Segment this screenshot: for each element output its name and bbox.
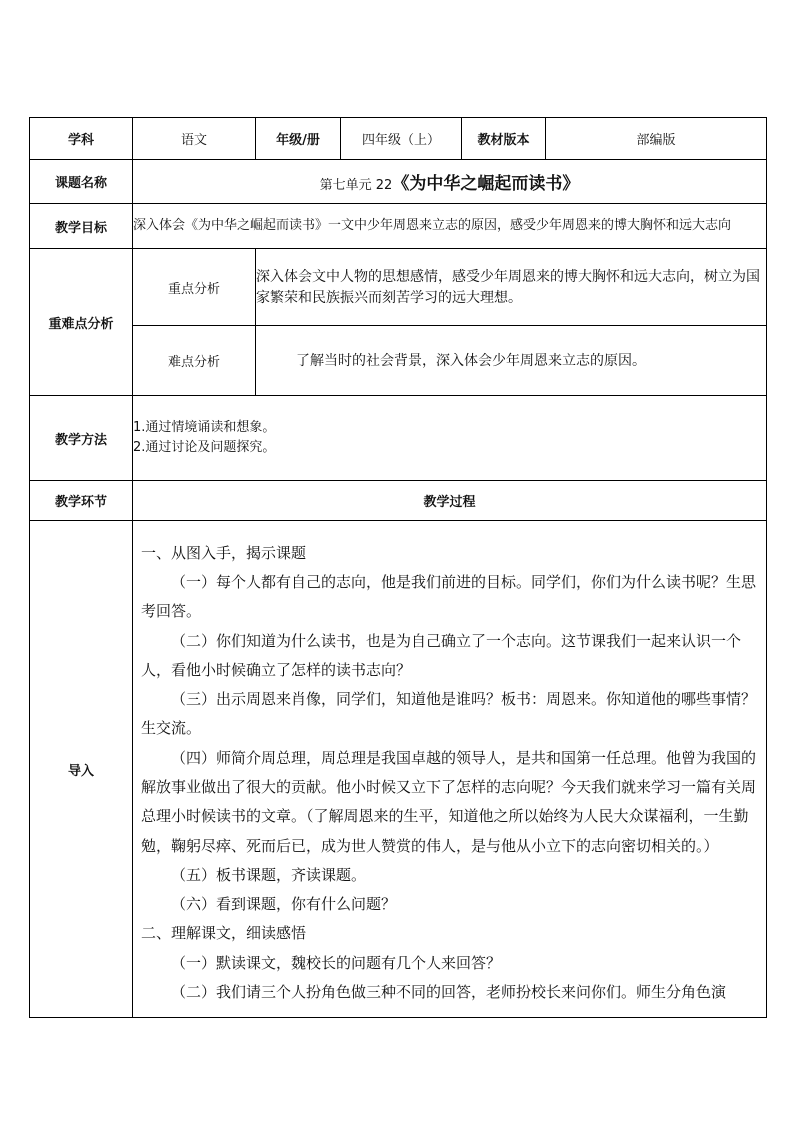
key-analysis-row [30,249,767,326]
analysis-label: 重难点分析 [30,249,133,396]
process-paragraph: （二）你们知道为什么读书，也是为自己确立了一个志向。这节课我们一起来认识一个人，看他小时候确立了怎样的读书志向？ [141,631,742,679]
process-paragraph: （六）看到课题，你有什么问题？ [171,895,397,914]
difficult-analysis-row [30,326,767,396]
subject-value: 语文 [133,118,256,160]
header-row [30,118,767,160]
lesson-name-prefix: 第七单元 22 [319,178,393,193]
process-paragraph: 一、从图入手，揭示课题 [141,543,307,562]
process-paragraph: （三）出示周恩来肖像，同学们，知道他是谁吗？板书：周恩来。你知道他的哪些事情？生交流。 [141,690,757,738]
lesson-name-row [30,160,767,204]
subject-label: 学科 [30,118,133,160]
method-line-1: 1.通过情境诵读和想象。 [133,420,276,435]
intro-process-cell [133,521,767,1018]
method-text [133,396,767,481]
lesson-name-label: 课题名称 [30,160,133,204]
process-header: 教学过程 [133,481,767,521]
difficult-analysis-label: 难点分析 [133,326,256,396]
difficult-analysis-text: 了解当时的社会背景，深入体会少年周恩来立志的原因。 [256,326,767,396]
process-paragraph: （一）每个人都有自己的志向，他是我们前进的目标。同学们，你们为什么读书呢？生思考回答。 [141,572,757,621]
process-paragraph: （一）默读课文，魏校长的问题有几个人来回答？ [171,953,502,972]
key-analysis-label: 重点分析 [133,249,256,326]
intro-process-text [133,531,766,1008]
intro-stage-label: 导入 [30,521,133,1018]
stage-header: 教学环节 [30,481,133,521]
goal-text: 深入体会《为中华之崛起而读书》一文中少年周恩来立志的原因，感受少年周恩来的博大胸怀和远大志向 [133,204,767,249]
goal-row [30,204,767,249]
process-paragraph: 二、理解课文，细读感悟 [141,924,307,943]
edition-label: 教材版本 [462,118,546,160]
lesson-title: 《为中华之崛起而读书》 [392,174,580,194]
method-row [30,396,767,481]
key-analysis-text: 深入体会文中人物的思想感情，感受少年周恩来的博大胸怀和远大志向，树立为国家繁荣和民族振兴而刻苦学习的远大理想。 [256,249,767,326]
process-paragraph: （四）师简介周总理，周总理是我国卓越的领导人，是共和国第一任总理。他曾为我国的解放事业做出了很大的贡献。他小时候又立下了怎样的志向呢？今天我们就来学习一篇有关周总理小时候读书的文章。（了解周恩来的生平，知道他之所以始终为人民大众谋福利，一生勤勉，鞠躬尽瘁、死而后已，成为世人赞赏的伟人，是与他从小立下的志向密切相关的。） [141,748,757,855]
intro-row [30,521,767,1018]
lesson-plan-table [29,117,767,1018]
process-paragraph: （五）板书课题，齐读课题。 [171,865,367,884]
lesson-name-cell [133,160,767,204]
process-header-row [30,481,767,521]
edition-value: 部编版 [546,118,767,160]
method-label: 教学方法 [30,396,133,481]
grade-value: 四年级（上） [341,118,462,160]
goal-label: 教学目标 [30,204,133,249]
process-paragraph: （二）我们请三个人扮角色做三种不同的回答，老师扮校长来问你们。师生分角色演 [171,983,727,1002]
method-line-2: 2.通过讨论及问题探究。 [133,440,276,455]
grade-label: 年级/册 [256,118,341,160]
